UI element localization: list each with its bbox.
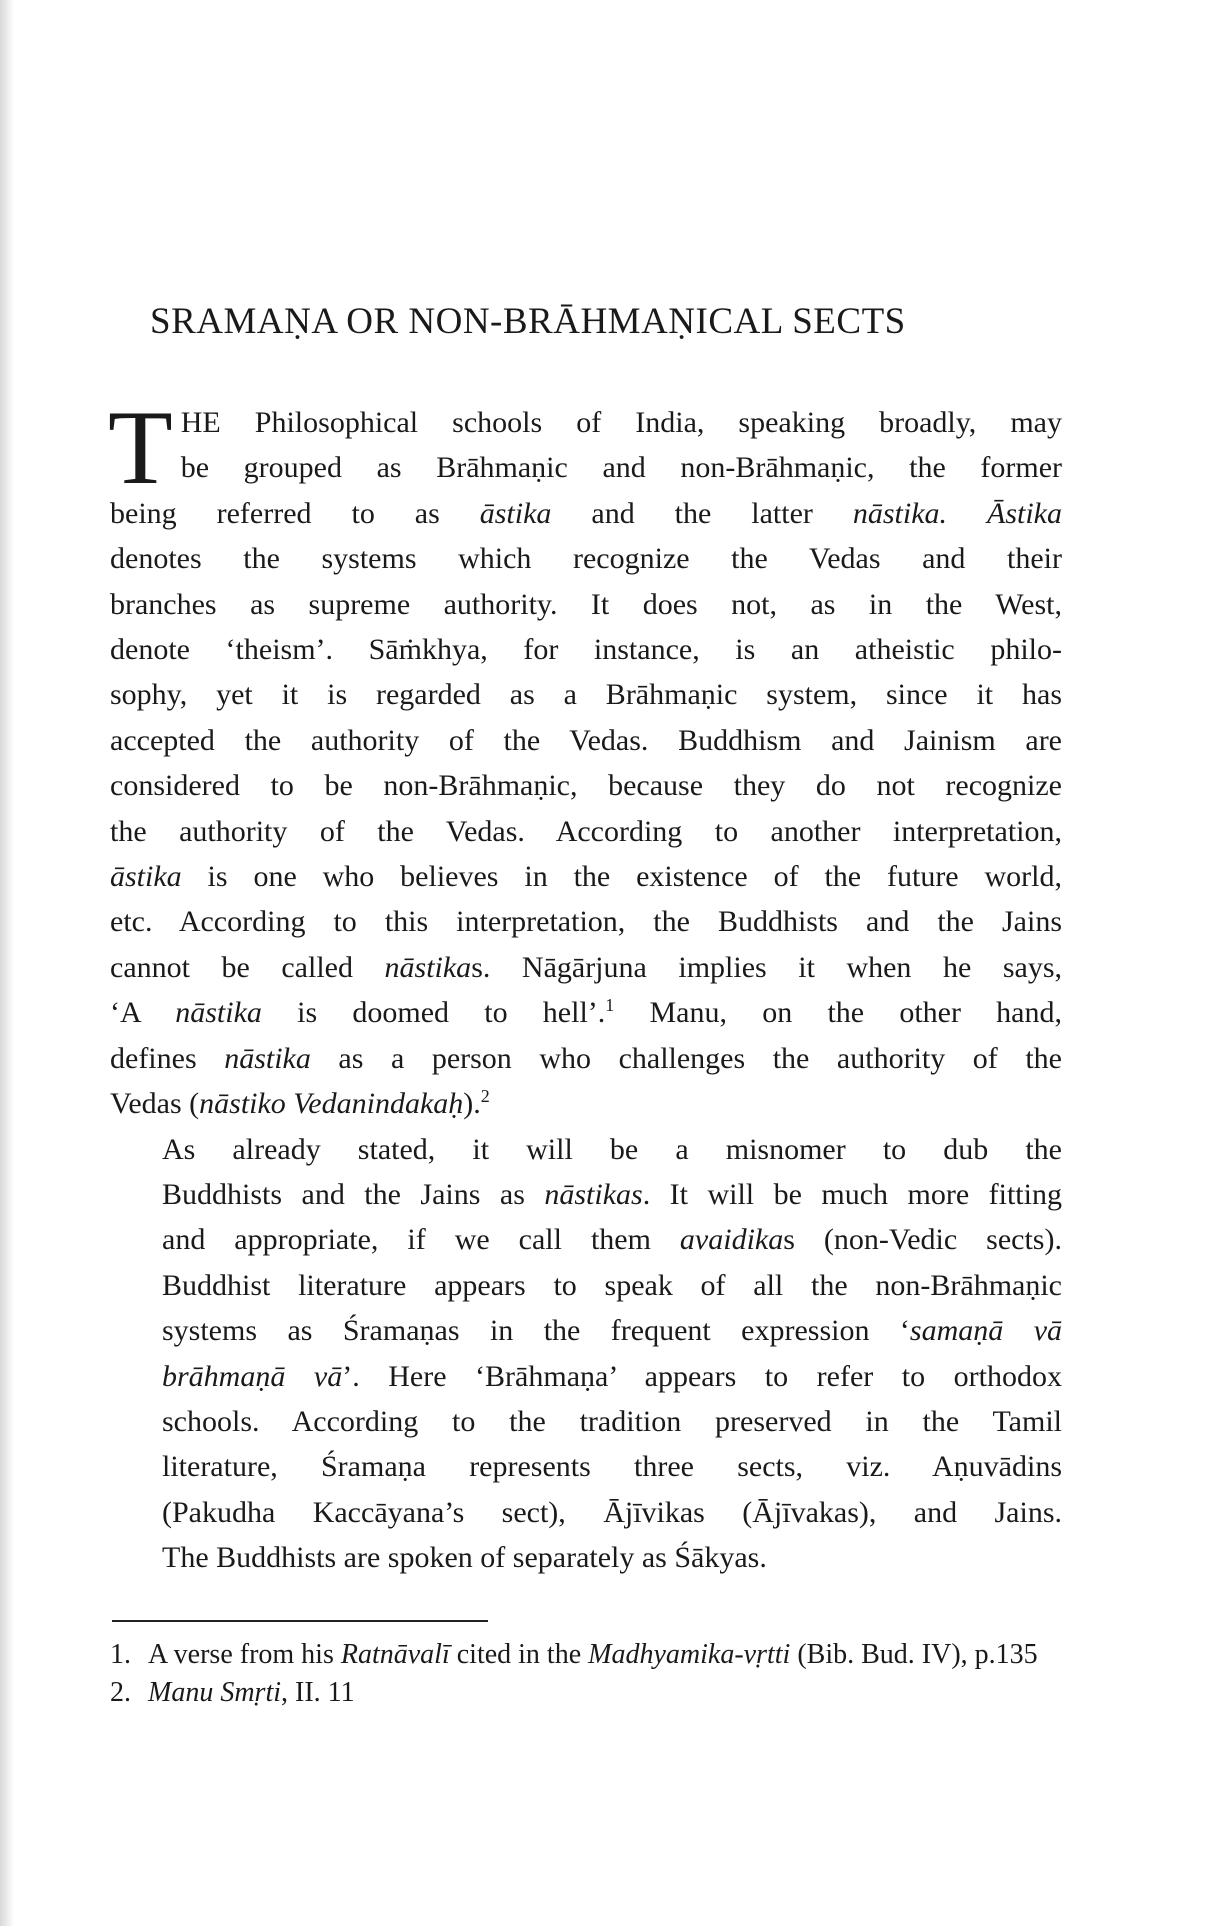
- footnote-text: A verse from his Ratnāvalī cited in the Madhyamika-vṛtti (Bib. Bud. IV), p.135: [148, 1639, 1038, 1670]
- paragraph-2: [110, 1127, 1062, 1581]
- text-line: Vedas (nāstiko Vedanindakaḥ).$^2$: [110, 1086, 490, 1121]
- text-line: As already stated, it will be a misnomer to dub the: [162, 1132, 1062, 1166]
- text-line: accepted the authority of the Vedas. Buddhism and Jainism are: [110, 723, 1062, 757]
- text-line: HE Philosophical schools of India, speaking broadly, may: [180, 406, 1062, 439]
- text-line: be grouped as Brāhmaṇic and non-Brāhmaṇic, the former: [180, 451, 1062, 485]
- text-line: schools. According to the tradition preserved in the Tamil: [162, 1404, 1062, 1438]
- italic-term: brāhmaṇā vā: [162, 1359, 343, 1393]
- italic-term: nāstika. Āstika: [852, 496, 1062, 530]
- text-line: considered to be non-Brāhmaṇic, because they do not recognize: [110, 769, 1062, 803]
- footnote-number: 1.: [110, 1639, 131, 1670]
- text-line: being referred to as āstika and the latter nāstika. Āstika: [110, 496, 1062, 530]
- paragraph-1: [108, 389, 1062, 1127]
- italic-term: avaidika: [679, 1223, 784, 1257]
- text-line: and appropriate, if we call them avaidikas (non-Vedic sects).: [162, 1223, 1062, 1257]
- text-line: literature, Śramaṇa represents three sects, viz. Aṇuvādins: [162, 1450, 1062, 1484]
- text-line: brāhmaṇā vā’. Here ‘Brāhmaṇa’ appears to refer to orthodox: [162, 1359, 1062, 1393]
- text-line: cannot be called nāstikas. Nāgārjuna implies it when he says,: [110, 950, 1062, 984]
- text-line: The Buddhists are spoken of separately as Śākyas.: [162, 1541, 767, 1575]
- italic-term: āstika: [479, 496, 552, 530]
- italic-term: nāstika: [384, 950, 472, 984]
- text-line: systems as Śramaṇas in the frequent expression ‘samaṇā vā: [162, 1314, 1063, 1348]
- text-line: the authority of the Vedas. According to another interpretation,: [110, 814, 1062, 848]
- italic-term: samaṇā vā: [909, 1314, 1063, 1348]
- text-line: (Pakudha Kaccāyana’s sect), Ājīvikas (Ājīvakas), and Jains.: [162, 1495, 1062, 1529]
- chapter-title: SRAMAṆA OR NON-BRĀHMAṆICAL SECTS: [150, 301, 906, 342]
- footnotes: [110, 1636, 1062, 1712]
- text-line: Buddhists and the Jains as nāstikas. It will be much more fitting: [162, 1177, 1062, 1211]
- footnote-divider: [112, 1620, 488, 1622]
- text-line: etc. According to this interpretation, the Buddhists and the Jains: [110, 905, 1062, 939]
- italic-term: Madhyamika-vṛtti: [588, 1639, 791, 1670]
- footnote-item: [110, 1674, 1062, 1712]
- italic-term: Ratnāvalī: [340, 1639, 450, 1670]
- text-line: āstika is one who believes in the existence of the future world,: [110, 860, 1062, 894]
- italic-term: nāstiko Vedanindakaḥ: [199, 1087, 464, 1121]
- italic-term: nāstikas: [544, 1177, 643, 1211]
- text-line: Buddhist literature appears to speak of all the non-Brāhmaṇic: [162, 1268, 1062, 1302]
- italic-term: Manu Smṛti: [148, 1677, 281, 1708]
- italic-term: nāstika: [224, 1041, 311, 1075]
- text-line: defines nāstika as a person who challenges the authority of the: [110, 1041, 1062, 1075]
- italic-term: āstika: [110, 860, 182, 894]
- drop-cap: T: [108, 389, 173, 506]
- text-line: denote ‘theism’. Sāṁkhya, for instance, is an atheistic philo-: [110, 633, 1062, 667]
- footnote-number: 2.: [110, 1677, 131, 1708]
- footnote-ref: 2: [480, 1086, 490, 1107]
- text-line: branches as supreme authority. It does not, as in the West,: [110, 587, 1062, 621]
- page-edge-shadow: [0, 0, 14, 1926]
- text-line: ‘A nāstika is doomed to hell’.$^1$ Manu, on the other hand,: [110, 995, 1062, 1030]
- italic-term: nāstika: [175, 996, 262, 1030]
- footnote-ref: 1: [605, 995, 615, 1016]
- text-line: sophy, yet it is regarded as a Brāhmaṇic system, since it has: [110, 678, 1062, 712]
- footnote-text: Manu Smṛti, II. 11: [148, 1677, 355, 1708]
- text-line: denotes the systems which recognize the Vedas and their: [110, 542, 1062, 576]
- body-text: [108, 389, 1063, 1581]
- footnote-item: [110, 1636, 1062, 1674]
